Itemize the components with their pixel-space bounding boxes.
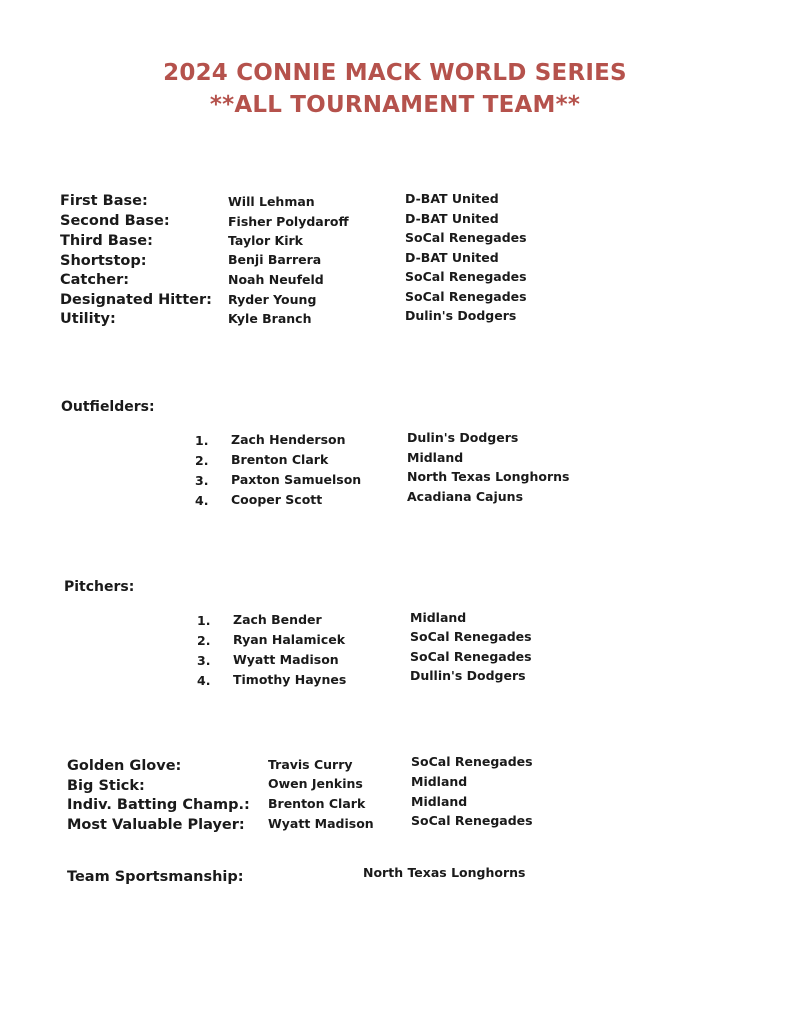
player-name: Wyatt Madison [268,816,374,831]
team-name: SoCal Renegades [405,269,527,284]
outfielders-heading: Outfielders: [61,399,155,415]
player-name: Ryan Halamicek [233,632,346,647]
team-name: SoCal Renegades [411,754,533,769]
award-label: Most Valuable Player: [67,817,245,833]
player-name: Kyle Branch [228,311,312,326]
team-name: Dullin's Dodgers [410,668,526,683]
team-name: SoCal Renegades [411,813,533,828]
player-name: Travis Curry [268,757,353,772]
team-name: D-BAT United [405,250,499,265]
list-number: 4. [197,673,211,688]
team-name: D-BAT United [405,211,499,226]
player-name: Wyatt Madison [233,652,339,667]
player-name: Will Lehman [228,194,315,209]
player-name: Owen Jenkins [268,776,363,791]
award-label: Indiv. Batting Champ.: [67,797,250,813]
player-name: Ryder Young [228,292,317,307]
pitchers-heading: Pitchers: [64,579,135,595]
team-name: Acadiana Cajuns [407,489,524,504]
position-label: Designated Hitter: [60,292,212,308]
list-number: 2. [195,453,209,468]
player-name: Cooper Scott [231,492,323,507]
position-label: Utility: [60,311,116,327]
player-name: Benji Barrera [228,252,322,267]
list-number: 3. [197,653,211,668]
list-number: 1. [197,613,211,628]
player-name: Zach Henderson [231,432,346,447]
team-name: D-BAT United [405,191,499,206]
sportsmanship-label: Team Sportsmanship: [67,869,244,885]
list-number: 1. [195,433,209,448]
team-name: Dulin's Dodgers [405,308,517,323]
team-name: Dulin's Dodgers [407,430,519,445]
team-name: Midland [407,450,464,465]
team-name: SoCal Renegades [410,629,532,644]
team-name: Midland [410,610,467,625]
list-number: 3. [195,473,209,488]
player-name: Zach Bender [233,612,322,627]
position-label: Second Base: [60,213,170,229]
team-name: SoCal Renegades [405,289,527,304]
team-name: Midland [411,774,468,789]
player-name: Paxton Samuelson [231,472,362,487]
position-label: Third Base: [60,233,153,249]
player-name: Fisher Polydaroff [228,214,349,229]
team-name: North Texas Longhorns [407,469,570,484]
position-label: Shortstop: [60,253,147,269]
page-title: 2024 CONNIE MACK WORLD SERIES [163,60,627,86]
award-label: Golden Glove: [67,758,182,774]
page-subtitle: **ALL TOURNAMENT TEAM** [209,92,581,118]
position-label: Catcher: [60,272,130,288]
list-number: 2. [197,633,211,648]
team-name: Midland [411,794,468,809]
player-name: Brenton Clark [231,452,329,467]
position-label: First Base: [60,193,148,209]
player-name: Noah Neufeld [228,272,324,287]
team-name: SoCal Renegades [410,649,532,664]
player-name: Brenton Clark [268,796,366,811]
team-name: SoCal Renegades [405,230,527,245]
list-number: 4. [195,493,209,508]
team-name: North Texas Longhorns [363,865,526,880]
award-label: Big Stick: [67,778,145,794]
player-name: Taylor Kirk [228,233,303,248]
player-name: Timothy Haynes [233,672,347,687]
